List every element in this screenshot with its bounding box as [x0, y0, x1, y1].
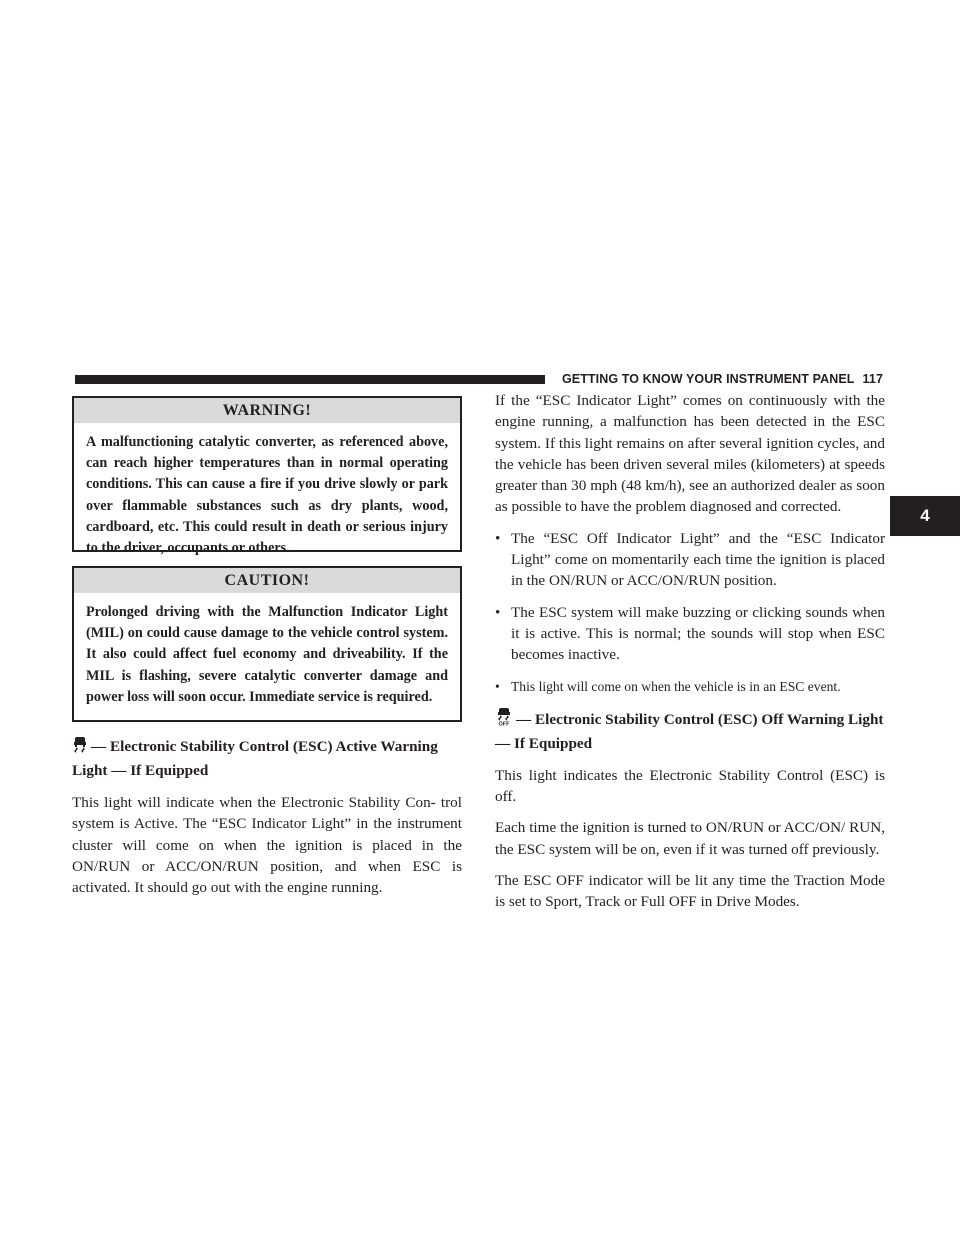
caution-box	[72, 566, 462, 722]
esc-off-heading-text: — Electronic Stability Control (ESC) Off Warning Light — If Equipped	[495, 710, 884, 752]
esc-off-paragraph-2: Each time the ignition is turned to ON/RUN or ACC/ON/ RUN, the ESC system will be on, even if it was turned off previously.	[495, 819, 885, 858]
esc-active-heading	[72, 736, 462, 782]
esc-bullet-list	[495, 528, 885, 697]
list-item: • The “ESC Off Indicator Light” and the “ESC Indicator Light” come on momentarily each time the ignition is placed in the ON/RUN or ACC/ON/RUN position.	[495, 528, 885, 592]
esc-skidding-car-icon	[72, 736, 88, 760]
page-number: 117	[862, 372, 883, 386]
right-column	[495, 390, 885, 923]
esc-off-paragraph-3: The ESC OFF indicator will be lit any time the Traction Mode is set to Sport, Track or Full OFF in Drive Modes.	[495, 872, 885, 911]
caution-text: Prolonged driving with the Malfunction Indicator Light (MIL) on could cause damage to the vehicle control system. It also could affect fuel economy and driveability. If the MIL is flashing, severe catalytic converter damage and power loss will soon occur. Immediate service is required.	[86, 604, 448, 705]
esc-off-paragraph-1: This light indicates the Electronic Stability Control (ESC) is off.	[495, 766, 885, 806]
esc-active-paragraph: This light will indicate when the Electronic Stability Con- trol system is Active. The “ESC Indicator Light” in the instrument cluster will come on when the ignition is placed in the ON/RUN or ACC/ON/RUN position, and when ESC is activated. It should go out with the engine running.	[72, 794, 462, 897]
esc-off-heading	[495, 707, 885, 755]
esc-malfunction-paragraph: If the “ESC Indicator Light” comes on continuously with the engine running, a malfunction has been detected in the ESC system. If this light remains on after several ignition cycles, and the vehicle has been driven several miles (kilometers) at speeds greater than 30 mph (48 km/h), see an authorized dealer as soon as possible to have the problem diagnosed and corrected.	[495, 392, 885, 516]
list-item: • This light will come on when the vehicle is in an ESC event.	[495, 676, 885, 697]
left-column	[72, 396, 462, 908]
warning-box	[72, 396, 462, 557]
esc-off-skidding-car-icon	[495, 707, 513, 733]
running-title: GETTING TO KNOW YOUR INSTRUMENT PANEL	[561, 372, 855, 386]
warning-text: A malfunctioning catalytic converter, as referenced above, can reach higher temperatures than in normal operating conditions. This can cause a fire if you drive slowly or park over flammable substances such as dry plants, wood, cardboard, etc. This could result in death or serious injury to the driver, occupants or others.	[86, 434, 448, 557]
warning-title: WARNING!	[74, 398, 460, 423]
header-rule	[75, 375, 545, 384]
esc-off-icon-label: OFF	[498, 721, 510, 726]
chapter-tab[interactable]: 4	[890, 496, 960, 536]
esc-active-heading-text: — Electronic Stability Control (ESC) Active Warning Light — If Equipped	[72, 738, 438, 779]
list-item: • The ESC system will make buzzing or clicking sounds when it is active. This is normal; the sounds will stop when ESC becomes inactive.	[495, 602, 885, 666]
running-header	[558, 370, 883, 388]
caution-title: CAUTION!	[74, 568, 460, 593]
